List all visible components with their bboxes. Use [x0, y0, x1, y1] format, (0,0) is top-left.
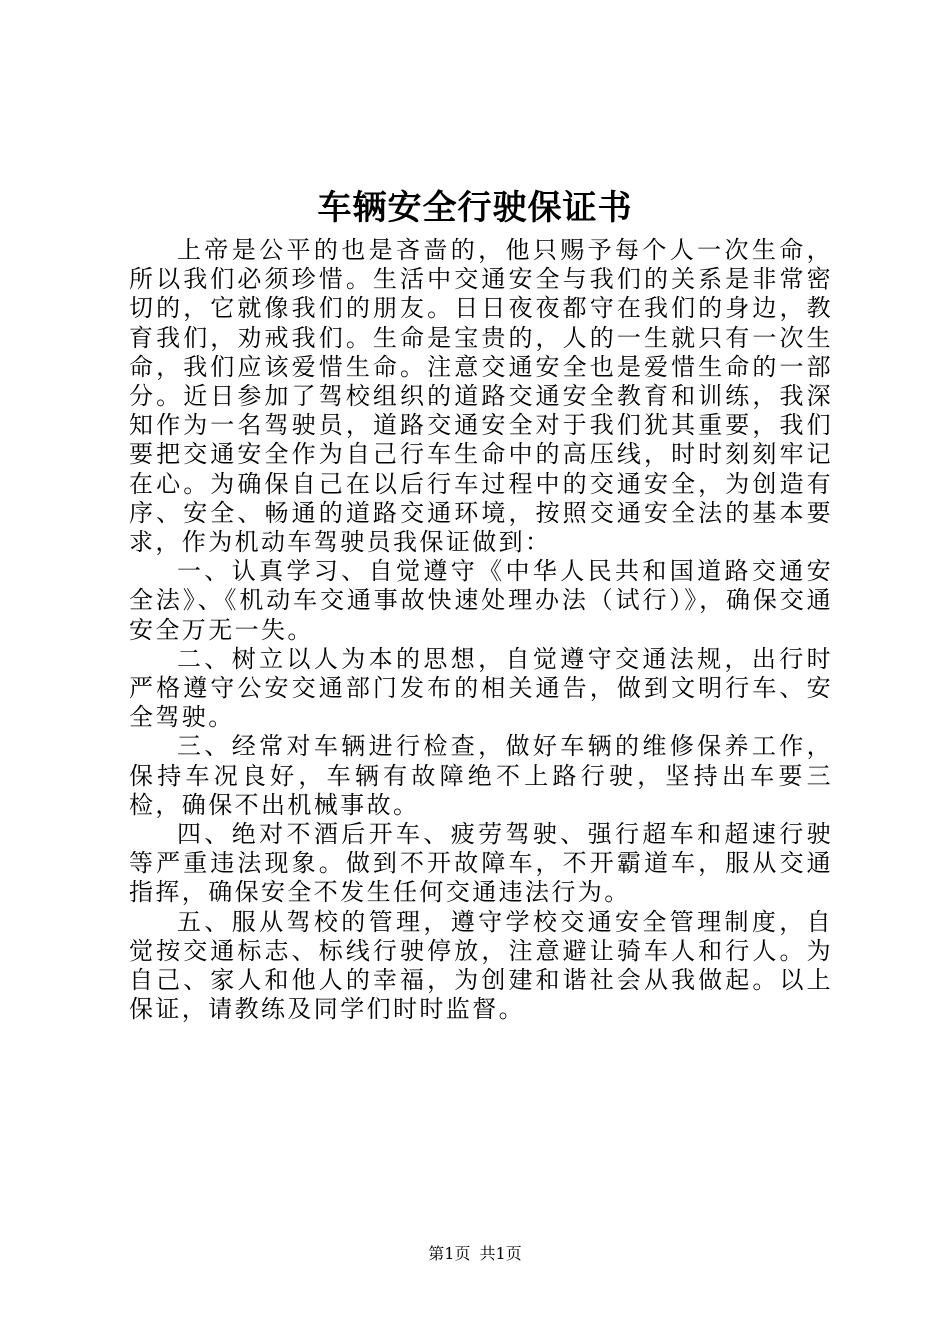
- paragraph-item-2: 二、树立以人为本的思想，自觉遵守交通法规，出行时严格遵守公安交通部门发布的相关通告，做到文明行车、安全驾驶。: [129, 644, 833, 732]
- paragraph-intro: 上帝是公平的也是吝啬的，他只赐予每个人一次生命，所以我们必须珍惜。生活中交通安全与我们的关系是非常密切的，它就像我们的朋友。日日夜夜都守在我们的身边，教育我们，劝戒我们。生命是宝贵的，人的一生就只有一次生命，我们应该爱惜生命。注意交通安全也是爱惜生命的一部分。近日参加了驾校组织的道路交通安全教育和训练，我深知作为一名驾驶员，道路交通安全对于我们犹其重要，我们要把交通安全作为自己行车生命中的高压线，时时刻刻牢记在心。为确保自己在以后行车过程中的交通安全，为创造有序、安全、畅通的道路交通环境，按照交通安全法的基本要求，作为机动车驾驶员我保证做到：: [129, 236, 833, 557]
- page-number-total: 共1页: [479, 1244, 522, 1263]
- document-body: [129, 236, 833, 1024]
- page-number-current: 第1页: [428, 1244, 471, 1263]
- document-title: 车辆安全行驶保证书: [317, 188, 633, 228]
- paragraph-item-4: 四、绝对不酒后开车、疲劳驾驶、强行超车和超速行驶等严重违法现象。做到不开故障车，不开霸道车，服从交通指挥，确保安全不发生任何交通违法行为。: [129, 820, 833, 907]
- paragraph-item-5: 五、服从驾校的管理，遵守学校交通安全管理制度，自觉按交通标志、标线行驶停放，注意避让骑车人和行人。为自己、家人和他人的幸福，为创建和谐社会从我做起。以上保证，请教练及同学们时时监督。: [129, 907, 833, 1024]
- page-footer: [0, 1243, 950, 1265]
- paragraph-item-3: 三、经常对车辆进行检查，做好车辆的维修保养工作，保持车况良好，车辆有故障绝不上路行驶，坚持出车要三检，确保不出机械事故。: [129, 732, 833, 819]
- paragraph-item-1: 一、认真学习、自觉遵守《中华人民共和国道路交通安全法》、《机动车交通事故快速处理办法（试行）》，确保交通安全万无一失。: [129, 557, 833, 644]
